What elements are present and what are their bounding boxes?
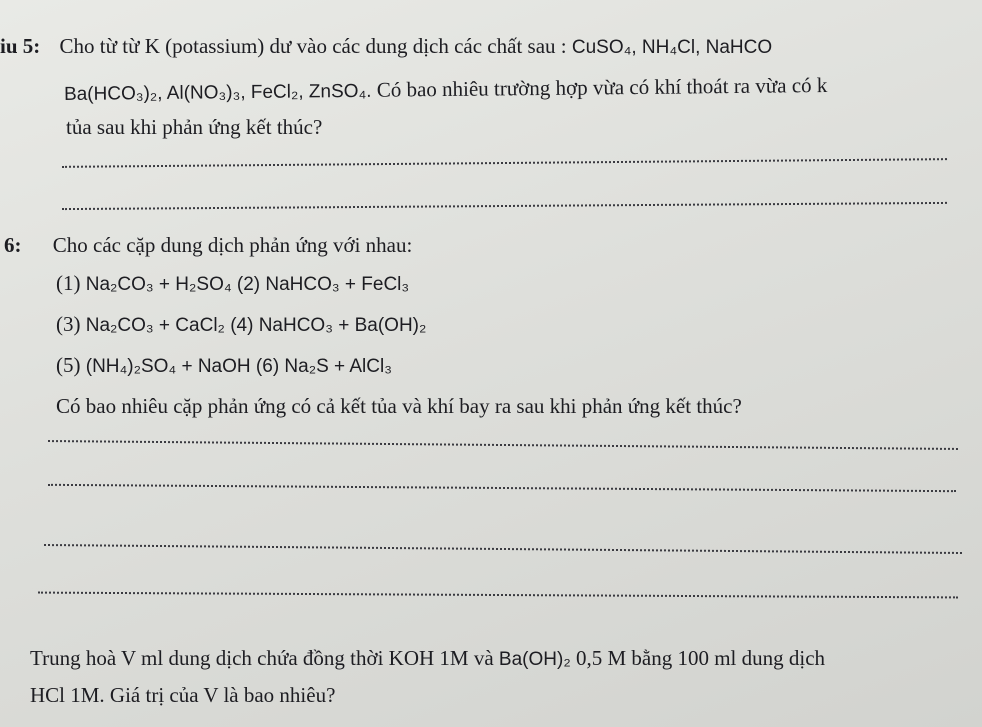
q5-line-1: [0, 34, 772, 59]
q5-text-3: tủa sau khi phản ứng kết thúc?: [66, 115, 323, 139]
q6-question: Có bao nhiêu cặp phản ứng có cả kết tủa và khí bay ra sau khi phản ứng kết thúc?: [56, 394, 742, 418]
pair-number: (4): [224, 315, 259, 336]
q6-line-1: [4, 233, 412, 258]
q5-text-1: Cho từ từ K (potassium) dư vào các dung dịch các chất sau :: [59, 34, 567, 58]
answer-line[interactable]: [44, 544, 962, 554]
q7-text-3: HCl 1M. Giá trị của V là bao nhiêu?: [30, 683, 336, 707]
pair-chem: Na₂CO₃ + CaCl₂: [85, 315, 225, 336]
answer-line[interactable]: [62, 158, 947, 168]
pair-number: (2): [231, 274, 266, 295]
answer-line[interactable]: [48, 484, 956, 492]
q7-text-1: Trung hoà V ml dung dịch chứa đồng thời KOH 1M và: [30, 646, 499, 670]
q5-chem-2: Ba(HCO₃)₂, Al(NO₃)₃, FeCl₂, ZnSO₄.: [63, 80, 372, 105]
q5-line-2: [64, 73, 828, 106]
pair-chem: NaHCO₃ + Ba(OH)₂: [258, 315, 427, 336]
q7-line-1: [30, 646, 825, 671]
pair-chem: Na₂CO₃ + H₂SO₄: [85, 274, 232, 295]
q6-intro: Cho các cặp dung dịch phản ứng với nhau:: [52, 233, 413, 257]
pair-chem: Na₂S + AlCl₃: [284, 356, 392, 377]
q5-label: iu 5:: [0, 34, 41, 58]
pair-number: (5): [56, 353, 86, 377]
q6-label: 6:: [4, 233, 22, 257]
answer-line[interactable]: [62, 202, 947, 210]
pair-number: (3): [56, 312, 86, 336]
q6-pair-row: [56, 271, 409, 296]
q5-text-2: Có bao nhiêu trường hợp vừa có khí thoát ra vừa có k: [376, 73, 828, 102]
q7-line-2: [30, 683, 335, 708]
q6-pair-row: [56, 353, 392, 378]
answer-line[interactable]: [48, 440, 958, 450]
q5-chem-1: CuSO₄, NH₄Cl, NaHCO: [571, 37, 773, 58]
pair-chem: NaHCO₃ + FeCl₃: [265, 274, 410, 295]
pair-number: (6): [250, 356, 285, 377]
answer-line[interactable]: [38, 592, 958, 599]
q7-chem: Ba(OH)₂: [498, 649, 571, 670]
q7-text-2: 0,5 M bằng 100 ml dung dịch: [570, 646, 826, 670]
q5-line-3: [66, 115, 322, 140]
pair-number: (1): [56, 271, 86, 295]
pair-chem: (NH₄)₂SO₄ + NaOH: [85, 356, 251, 377]
q6-question-line: [56, 394, 742, 419]
q6-pair-row: [56, 312, 426, 337]
